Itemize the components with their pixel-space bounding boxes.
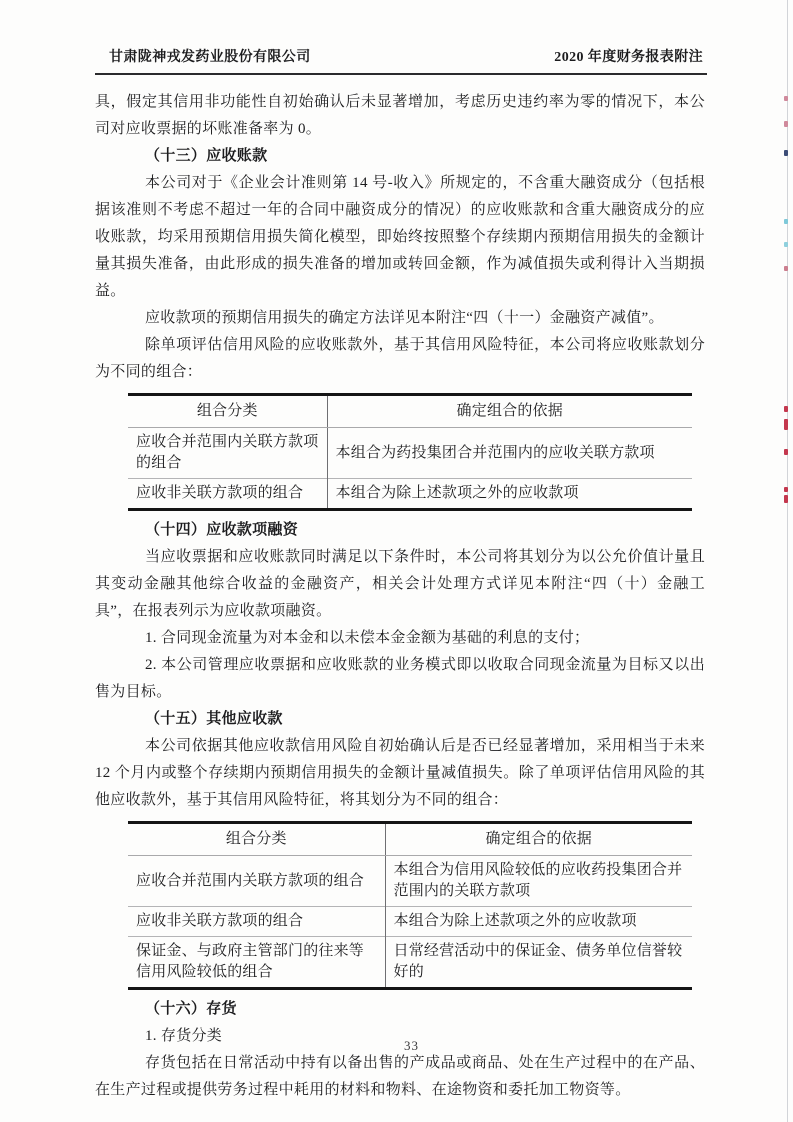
column-header: 组合分类 [128, 395, 327, 428]
section-15-paragraph-1: 本公司依据其他应收款信用风险自初始确认后是否已经显著增加，采用相当于未来 12 个月内或整个存续期内预期信用损失的金额计量减值损失。除了单项评估信用风险的其他应收款外，基于其信用风险特征，将其划分为不同的组合： [95, 738, 705, 808]
scan-artifact-mark [784, 150, 788, 156]
section-16-subheading: 1. 存货分类 [145, 1028, 223, 1044]
section-14-heading: （十四）应收款项融资 [145, 522, 299, 538]
table-cell: 本组合为药投集团合并范围内的应收关联方款项 [327, 428, 692, 479]
scan-artifact-mark [784, 419, 788, 430]
section-14-list-item-1: 1. 合同现金流量为对本金和以未偿本金金额为基础的利息的支付； [145, 630, 590, 646]
scan-artifact-mark [784, 266, 788, 271]
table-cell: 本组合为除上述款项之外的应收款项 [385, 907, 692, 937]
table-cell: 本组合为除上述款项之外的应收款项 [327, 479, 692, 510]
page-header [95, 46, 707, 75]
section-13-heading: （十三）应收账款 [145, 148, 268, 164]
document-title: 2020 年度财务报表附注 [554, 50, 703, 65]
table-cell: 应收非关联方款项的组合 [128, 907, 385, 937]
section-13-paragraph-2: 应收款项的预期信用损失的确定方法详见本附注“四（十一）金融资产减值”。 [145, 310, 664, 326]
table-cell: 日常经营活动中的保证金、债务单位信誉较好的 [385, 937, 692, 989]
scan-artifact-mark [784, 219, 788, 224]
scan-artifact-mark [784, 121, 788, 127]
table-cell: 应收合并范围内关联方款项的组合 [128, 428, 327, 479]
scan-artifact-mark [784, 242, 788, 247]
column-header: 确定组合的依据 [327, 395, 692, 428]
table-cell: 应收合并范围内关联方款项的组合 [128, 856, 385, 907]
section-13-paragraph-1: 本公司对于《企业会计准则第 14 号-收入》所规定的，不含重大融资成分（包括根据该准则不考虑不超过一年的合同中融资成分的情况）的应收账款和含重大融资成分的应收账款，均采用预期信用损失简化模型，即始终按照整个存续期内预期信用损失的金额计量其损失准备，由此形成的损失准备的增加或转回金额，作为减值损失或利得计入当期损益。 [95, 175, 705, 299]
scan-artifact-mark [784, 449, 788, 455]
scan-artifact-mark [784, 495, 788, 503]
table-row [128, 479, 692, 510]
company-name: 甘肃陇神戎发药业股份有限公司 [109, 50, 311, 65]
paragraph-carryover: 具，假定其信用非功能性自初始确认后未显著增加，考虑历史违约率为零的情况下，本公司对应收票据的坏账准备率为 0。 [95, 94, 705, 137]
table-row [128, 907, 692, 937]
column-header: 组合分类 [128, 823, 385, 856]
section-16-heading: （十六）存货 [145, 1001, 237, 1017]
scan-artifact-mark [784, 487, 788, 492]
other-receivables-portfolio-table [128, 821, 692, 990]
receivables-portfolio-table [128, 393, 692, 511]
table-row [128, 937, 692, 989]
table-cell: 保证金、与政府主管部门的往来等信用风险较低的组合 [128, 937, 385, 989]
table-header-row [128, 823, 692, 856]
section-14-list-item-2: 2. 本公司管理应收票据和应收账款的业务模式即以收取合同现金流量为目标又以出售为目标。 [95, 657, 705, 700]
scan-edge-line [787, 0, 788, 1122]
document-body [95, 89, 705, 1104]
scan-artifact-mark [784, 406, 788, 412]
table-header-row [128, 395, 692, 428]
table-row [128, 428, 692, 479]
column-header: 确定组合的依据 [385, 823, 692, 856]
section-15-heading: （十五）其他应收款 [145, 711, 283, 727]
scan-artifact-mark [784, 96, 788, 101]
section-14-paragraph-1: 当应收票据和应收账款同时满足以下条件时，本公司将其划分为以公允价值计量且其变动金融其他综合收益的金融资产，相关会计处理方式详见本附注“四（十）金融工具”，在报表列示为应收款项融资。 [95, 549, 705, 619]
section-13-paragraph-3: 除单项评估信用风险的应收账款外，基于其信用风险特征，本公司将应收账款划分为不同的组合： [95, 337, 705, 380]
section-16-paragraph-1: 存货包括在日常活动中持有以备出售的产成品或商品、处在生产过程中的在产品、在生产过程或提供劳务过程中耗用的材料和物料、在途物资和委托加工物资等。 [95, 1055, 705, 1098]
table-row [128, 856, 692, 907]
table-cell: 本组合为信用风险较低的应收药投集团合并范围内的关联方款项 [385, 856, 692, 907]
page-number: 33 [404, 1038, 419, 1053]
table-cell: 应收非关联方款项的组合 [128, 479, 327, 510]
